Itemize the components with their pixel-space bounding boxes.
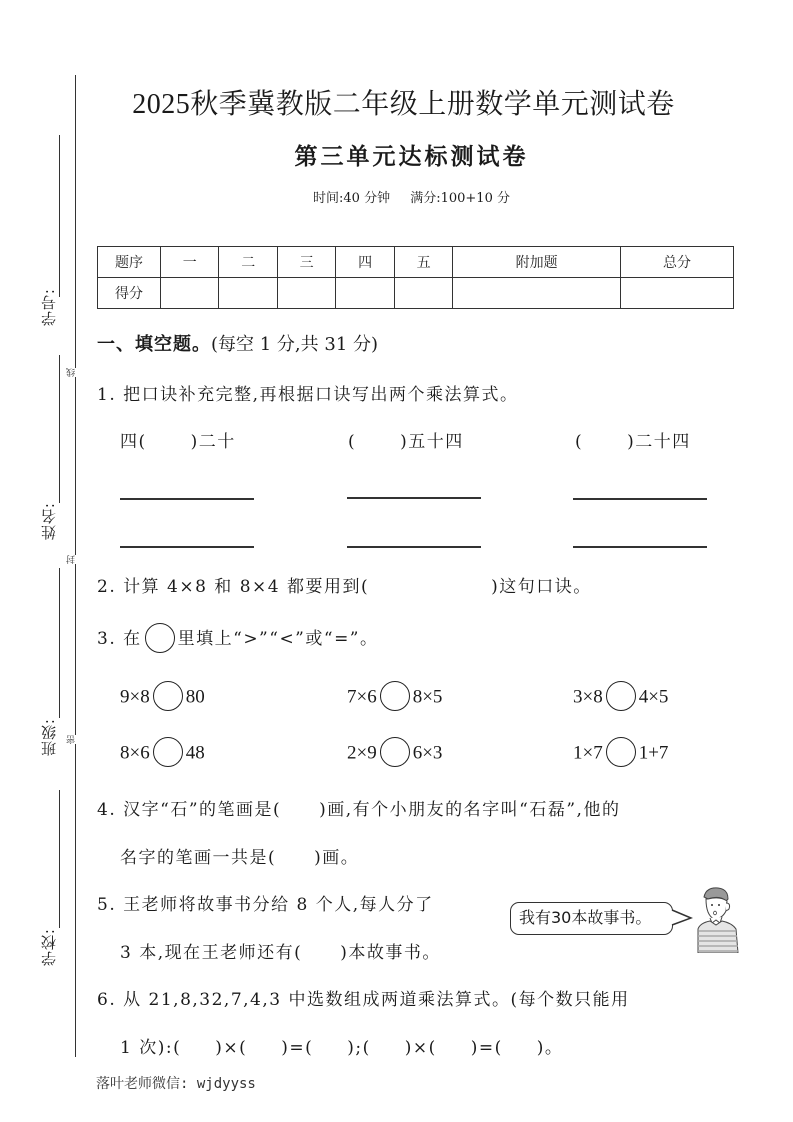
row-header-score: 得分 (98, 278, 161, 309)
q3-comparison-1 (120, 683, 205, 713)
q1-answer-line-3b[interactable] (573, 546, 707, 548)
school-label: 学校: (40, 928, 58, 967)
class-label: 班级: (40, 718, 58, 757)
col-header-5: 五 (394, 247, 452, 278)
q1-answer-line-1b[interactable] (120, 546, 254, 548)
q1-rhyme-3 (575, 427, 691, 452)
q1-rhyme-2-prefix: ( (348, 432, 357, 452)
q3-c5-right: 6×3 (412, 742, 443, 764)
footer-contact: 落叶老师微信: wjdyyss (96, 1076, 256, 1092)
q6-part-7: )。 (536, 1038, 564, 1058)
exam-series-title: 2025秋季冀教版二年级上册数学单元测试卷 (132, 89, 675, 120)
question-6-line-1: 6. 从 21,8,32,7,4,3 中选数组成两道乘法算式。(每个数只能用 (97, 990, 630, 1010)
q3-c6-answer-circle[interactable] (606, 737, 636, 767)
exam-meta (0, 187, 793, 206)
binding-mark-feng: 封 (67, 555, 83, 564)
q1-rhyme-1 (120, 427, 236, 452)
q2-prefix: 2. 计算 4×8 和 8×4 都要用到( (97, 577, 370, 597)
exam-time: 时间:40 分钟 (313, 191, 391, 206)
col-header-4: 四 (336, 247, 394, 278)
q1-rhyme-3-prefix: ( (575, 432, 584, 452)
q1-rhyme-1-suffix: )二十 (190, 432, 236, 452)
q1-answer-line-1a[interactable] (120, 498, 254, 500)
binding-mark-mi: 密 (67, 735, 83, 744)
question-5-line-1: 5. 王老师将故事书分给 8 个人,每人分了 (97, 895, 434, 915)
binding-mark-xian: 线 (67, 368, 83, 377)
q1-answer-line-3a[interactable] (573, 498, 707, 500)
q3-c3-right: 4×5 (638, 686, 669, 708)
question-2 (97, 572, 592, 597)
q3-c6-left: 1×7 (573, 742, 603, 764)
col-header-bonus: 附加题 (453, 247, 621, 278)
section-1-heading (97, 330, 378, 356)
q6-part-4: );( (347, 1038, 371, 1058)
q4-line2-prefix: 名字的笔画一共是( (120, 848, 277, 868)
q3-comparison-6 (573, 739, 668, 769)
speech-bubble: 我有30本故事书。 (510, 902, 673, 935)
score-cell-3[interactable] (277, 278, 335, 309)
question-5-line-2 (120, 938, 441, 963)
q3-c2-answer-circle[interactable] (380, 681, 410, 711)
q3-c3-left: 3×8 (573, 686, 603, 708)
score-cell-4[interactable] (336, 278, 394, 309)
teacher-illustration-icon (690, 885, 742, 953)
q3-c3-answer-circle[interactable] (606, 681, 636, 711)
question-4-line-1 (97, 795, 620, 820)
q1-rhyme-1-prefix: 四( (120, 432, 147, 452)
q4-line1-prefix: 4. 汉字“石”的笔画是( (97, 800, 282, 820)
unit-test-title: 第三单元达标测试卷 (294, 143, 529, 170)
q3-c2-left: 7×6 (347, 686, 377, 708)
col-header-2: 二 (219, 247, 277, 278)
score-cell-bonus[interactable] (453, 278, 621, 309)
q3-comparison-5 (347, 739, 442, 769)
q1-rhyme-2-suffix: )五十四 (400, 432, 464, 452)
q3-c1-right: 80 (185, 686, 205, 708)
q4-line2-suffix: )画。 (314, 848, 360, 868)
q4-line1-suffix: )画,有个小朋友的名字叫“石磊”,他的 (319, 800, 621, 820)
question-6-line-2 (120, 1033, 563, 1058)
row-header-question-number: 题序 (98, 247, 161, 278)
q3-c5-left: 2×9 (347, 742, 377, 764)
q3-c1-left: 9×8 (120, 686, 150, 708)
circle-icon (145, 623, 175, 653)
q6-part-6: )=( (470, 1038, 503, 1058)
student-name-label: 姓名: (40, 502, 58, 541)
q6-part-5: )×( (404, 1038, 437, 1058)
q3-suffix: 里填上“>”“<”或“=”。 (177, 629, 379, 649)
q6-part-2: )×( (215, 1038, 248, 1058)
school-underline[interactable] (59, 790, 60, 928)
q6-part-1: 1 次):( (120, 1038, 182, 1058)
q1-answer-line-2a[interactable] (347, 497, 481, 499)
student-name-underline[interactable] (59, 355, 60, 503)
q3-c1-answer-circle[interactable] (153, 681, 183, 711)
q1-rhyme-2 (348, 427, 464, 452)
col-header-3: 三 (277, 247, 335, 278)
q5-line2-prefix: 3 本,现在王老师还有( (120, 943, 303, 963)
q3-comparison-2 (347, 683, 442, 713)
col-header-1: 一 (161, 247, 219, 278)
q3-c4-left: 8×6 (120, 742, 150, 764)
col-header-total: 总分 (620, 247, 733, 278)
q3-c4-right: 48 (185, 742, 205, 764)
score-table (97, 246, 734, 309)
score-cell-5[interactable] (394, 278, 452, 309)
student-id-label: 学号: (40, 288, 58, 327)
score-cell-total[interactable] (620, 278, 733, 309)
class-underline[interactable] (59, 568, 60, 718)
q3-comparison-3 (573, 683, 668, 713)
q1-rhyme-3-suffix: )二十四 (627, 432, 691, 452)
exam-full-score: 满分:100+10 分 (410, 191, 510, 206)
question-4-line-2 (120, 843, 359, 868)
score-table-header-row (98, 247, 734, 278)
q1-answer-line-2b[interactable] (347, 546, 481, 548)
q3-c6-right: 1+7 (638, 742, 669, 764)
question-3 (97, 624, 379, 655)
q3-c2-right: 8×5 (412, 686, 443, 708)
question-1-text: 1. 把口诀补充完整,再根据口诀写出两个乘法算式。 (97, 385, 519, 405)
q5-line2-suffix: )本故事书。 (340, 943, 441, 963)
q3-comparison-4 (120, 739, 205, 769)
q6-part-3: )=( (281, 1038, 314, 1058)
q3-c5-answer-circle[interactable] (380, 737, 410, 767)
section-1-note: (每空 1 分,共 31 分) (211, 334, 379, 355)
score-table-score-row (98, 278, 734, 309)
q2-suffix: )这句口诀。 (491, 577, 592, 597)
binding-line (75, 75, 76, 1057)
q3-prefix: 3. 在 (97, 629, 142, 649)
score-cell-2[interactable] (219, 278, 277, 309)
section-1-title: 一、填空题。 (97, 334, 211, 355)
q3-c4-answer-circle[interactable] (153, 737, 183, 767)
score-cell-1[interactable] (161, 278, 219, 309)
